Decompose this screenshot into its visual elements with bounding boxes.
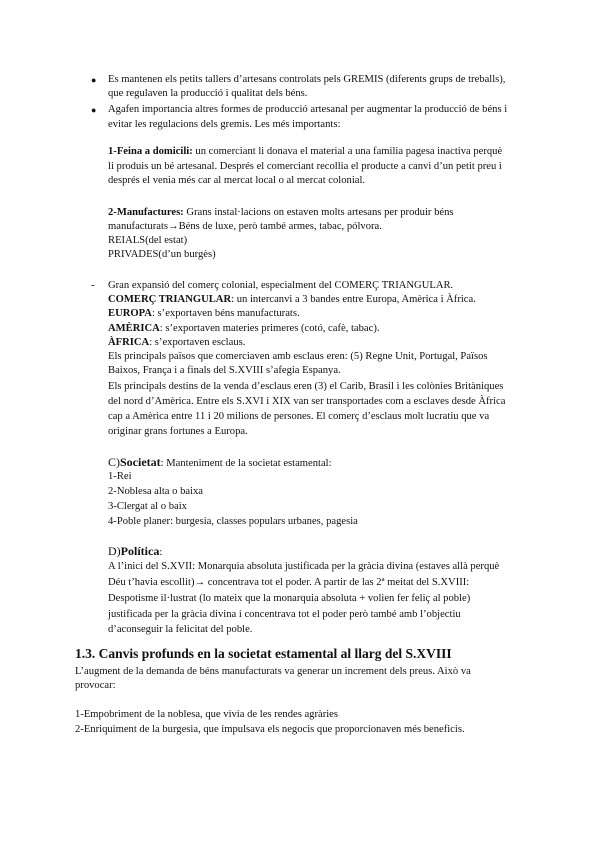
section-heading: 1.3. Canvis profunds en la societat estamental al llarg del S.XVIII (75, 646, 452, 661)
comerc-intro (108, 279, 453, 293)
societat-title: Societat (120, 455, 161, 469)
africa-line (108, 336, 245, 350)
politica-text: : (159, 547, 163, 558)
feina-line-2: li produis un bé artesanal. Després el comerciant recollia el producte a canvi d’un petit preu i (108, 161, 502, 172)
bullet-icon: ● (91, 75, 97, 85)
feina-text: un comerciant li donava el material a una familia pagesa inactiva perquè (192, 146, 503, 157)
politica-line-1: A l’inici del S.XVII: Monarquia absoluta justificada per la gràcia divina (estaves allà perquè (108, 561, 500, 572)
comerc-triangular-line (108, 293, 476, 307)
feina-label: 1-Feina a domicili: (108, 146, 193, 157)
societat-item: 4-Poble planer: burgesia, classes populars urbanes, pagesia (108, 516, 358, 527)
section-intro-line-2: provocar: (75, 680, 116, 691)
politica-prefix: D) (108, 544, 121, 558)
africa-text: : s’exportaven esclaus. (149, 337, 246, 348)
europa-text: : s’exportaven béns manufacturats. (151, 308, 300, 319)
destins-line-1: Els principals destins de la venda d’esclaus eren (3) el Carib, Brasil i les colònies Britàniques (108, 381, 504, 392)
comerc-intro-text: Gran expansió del comerç colonial, especialment del (108, 280, 335, 291)
politica-heading (108, 544, 162, 560)
privades-line: PRIVADES(d’un burgès) (108, 249, 216, 260)
europa-label: EUROPA (108, 308, 152, 319)
societat-item: 1-Rei (108, 471, 132, 482)
societat-heading (108, 455, 332, 471)
feina-line-3: després el venia més car al mercat local o al mercat colonial. (108, 175, 366, 186)
politica-line-2: Déu t’havia escollit)→ concentrava tot el poder. A partir de las 2ª meitat del S.XVIII: (108, 577, 470, 588)
societat-prefix: C) (108, 455, 120, 469)
politica-line-4: justificada per la gràcia divina i concentrava tot el poder però també amb l’objectiu (108, 609, 461, 620)
triangular-text: : un intercanvi a 3 bandes entre Europa, Amèrica i Àfrica. (231, 294, 476, 305)
section-intro-line-1: L’augment de la demanda de béns manufacturats va generar un increment dels preus. Això va (75, 666, 471, 677)
comerc-intro-caps: COMERÇ TRIANGULAR. (334, 280, 454, 291)
america-label: AMÈRICA (108, 323, 160, 334)
bullet-icon: ● (91, 105, 97, 115)
politica-title: Política (120, 544, 160, 558)
europa-line (108, 307, 300, 321)
bullet-1-line-1: Es mantenen els petits tallers d’artesans controlats pels GREMIS (diferents grups de treballs), (108, 74, 506, 85)
africa-label: ÀFRICA (108, 337, 150, 348)
bullet-2-line-1: Agafen importancia altres formes de producció artesanal per augmentar la producció de béns i (108, 104, 508, 115)
societat-item: 2-Noblesa alta o baixa (108, 486, 204, 497)
manufactures-line-1 (108, 206, 454, 220)
societat-text: : Manteniment de la societat estamental: (160, 458, 332, 469)
paisos-line-1: Els principals països que comerciaven amb esclaus eren: (5) Regne Unit, Portugal, Països (108, 351, 488, 362)
section-item: 2-Enriquiment de la burgesia, que impulsava els negocis que proporcionaven més beneficis. (75, 724, 465, 735)
manufactures-label: 2-Manufactures: (108, 207, 184, 218)
bullet-2-line-2: evitar les regulacions dels gremis. Les més importants: (108, 119, 341, 130)
destins-line-4: originar grans fortunes a Europa. (108, 426, 248, 437)
manufactures-line-2: manufacturats→Béns de luxe, però també armes, tabac, pólvora. (108, 221, 382, 232)
manufactures-text: Grans instal·lacions on estaven molts artesans per produir béns (183, 207, 454, 218)
dash-marker: - (91, 280, 95, 291)
societat-item: 3-Clergat al o baix (108, 501, 187, 512)
reials-line: REIALS(del estat) (108, 235, 188, 246)
america-text: : s’exportaven materies primeres (cotó, cafè, tabac). (159, 323, 380, 334)
america-line (108, 322, 380, 336)
section-item: 1-Empobriment de la noblesa, que vivia de les rendes agràries (75, 709, 338, 720)
destins-line-3: cap a Amèrica entre 11 i 20 milions de persones. El comerç d’esclaus molt lucratiu que va (108, 411, 490, 422)
paisos-line-2: Baixos, França i a finals del S.XVIII s’afegia Espanya. (108, 365, 341, 376)
triangular-label: COMERÇ TRIANGULAR (108, 294, 232, 305)
bullet-1-line-2: que regulaven la producció i qualitat dels béns. (108, 88, 308, 99)
politica-line-3: Despotisme il·lustrat (lo mateix que la monarquia absoluta + volien fer feliç al poble) (108, 593, 471, 604)
feina-line-1 (108, 145, 502, 159)
politica-line-5: d’aconseguir la felicitat del poble. (108, 624, 253, 635)
destins-line-2: del nord d’Amèrica. Entre els S.XVI i XIX van ser transportades com a esclaves desde Àfrica (108, 396, 506, 407)
